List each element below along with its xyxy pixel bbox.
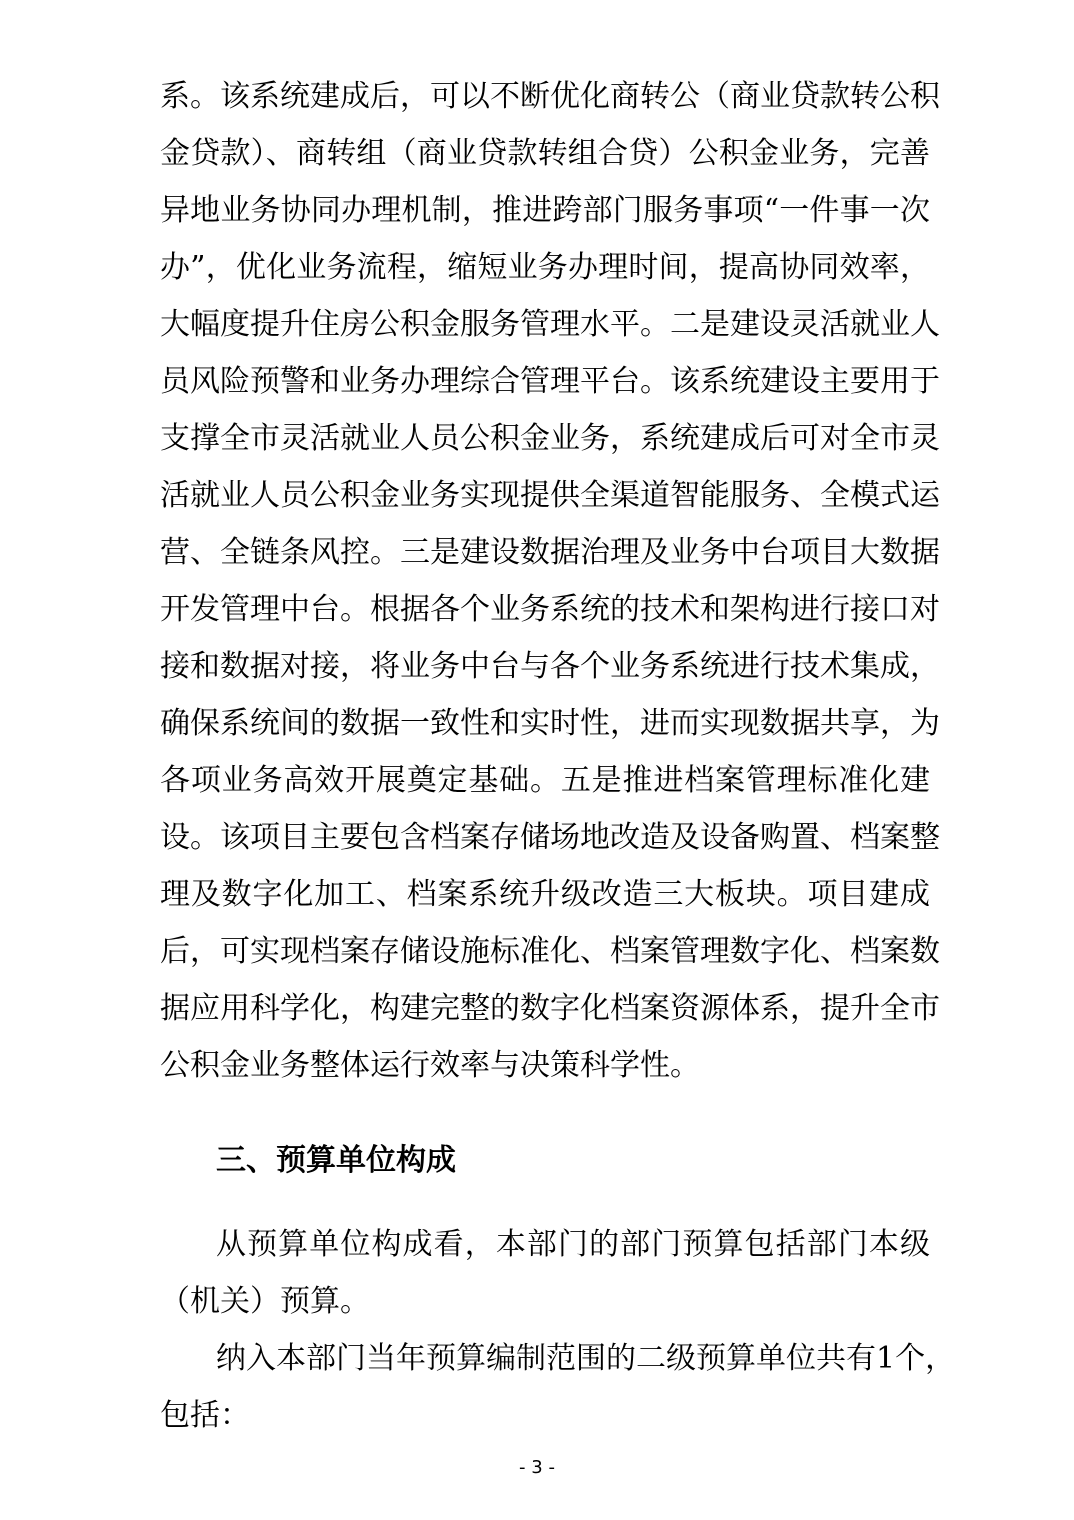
text-line: 金贷款）、商转组（商业贷款转组合贷）公积金业务，完善 xyxy=(160,136,930,171)
text-line: 接和数据对接，将业务中台与各个业务系统进行技术集成， xyxy=(160,649,940,684)
text-line: 系。该系统建成后，可以不断优化商转公（商业贷款转公积 xyxy=(160,79,940,114)
text-line: 异地业务协同办理机制，推进跨部门服务事项“一件事一次 xyxy=(160,193,930,228)
text-line: 设。该项目主要包含档案存储场地改造及设备购置、档案整 xyxy=(160,820,940,855)
text-line: 确保系统间的数据一致性和实时性，进而实现数据共享，为 xyxy=(160,706,940,741)
text-line: 大幅度提升住房公积金服务管理水平。二是建设灵活就业人 xyxy=(160,307,940,342)
page-number: - 3 - xyxy=(519,1457,555,1478)
text-line: 包括： xyxy=(160,1398,250,1433)
text-line: 支撑全市灵活就业人员公积金业务，系统建成后可对全市灵 xyxy=(160,421,940,456)
text-line: 开发管理中台。根据各个业务系统的技术和架构进行接口对 xyxy=(160,592,940,627)
text-line: 纳入本部门当年预算编制范围的二级预算单位共有1个， xyxy=(216,1341,956,1376)
text-line: 据应用科学化，构建完整的数字化档案资源体系，提升全市 xyxy=(160,991,940,1026)
text-line: 后，可实现档案存储设施标准化、档案管理数字化、档案数 xyxy=(160,934,940,969)
text-line: 营、全链条风控。三是建设数据治理及业务中台项目大数据 xyxy=(160,535,940,570)
text-line: 活就业人员公积金业务实现提供全渠道智能服务、全模式运 xyxy=(160,478,940,513)
text-line: （机关）预算。 xyxy=(160,1284,370,1319)
text-line: 各项业务高效开展奠定基础。五是推进档案管理标准化建 xyxy=(160,763,930,798)
text-line: 公积金业务整体运行效率与决策科学性。 xyxy=(160,1048,700,1083)
section-heading: 三、预算单位构成 xyxy=(216,1143,456,1178)
text-line: 办”，优化业务流程，缩短业务办理时间，提高协同效率， xyxy=(160,250,930,285)
text-line: 从预算单位构成看，本部门的部门预算包括部门本级 xyxy=(216,1227,930,1262)
text-line: 理及数字化加工、档案系统升级改造三大板块。项目建成 xyxy=(160,877,930,912)
text-line: 员风险预警和业务办理综合管理平台。该系统建设主要用于 xyxy=(160,364,940,399)
